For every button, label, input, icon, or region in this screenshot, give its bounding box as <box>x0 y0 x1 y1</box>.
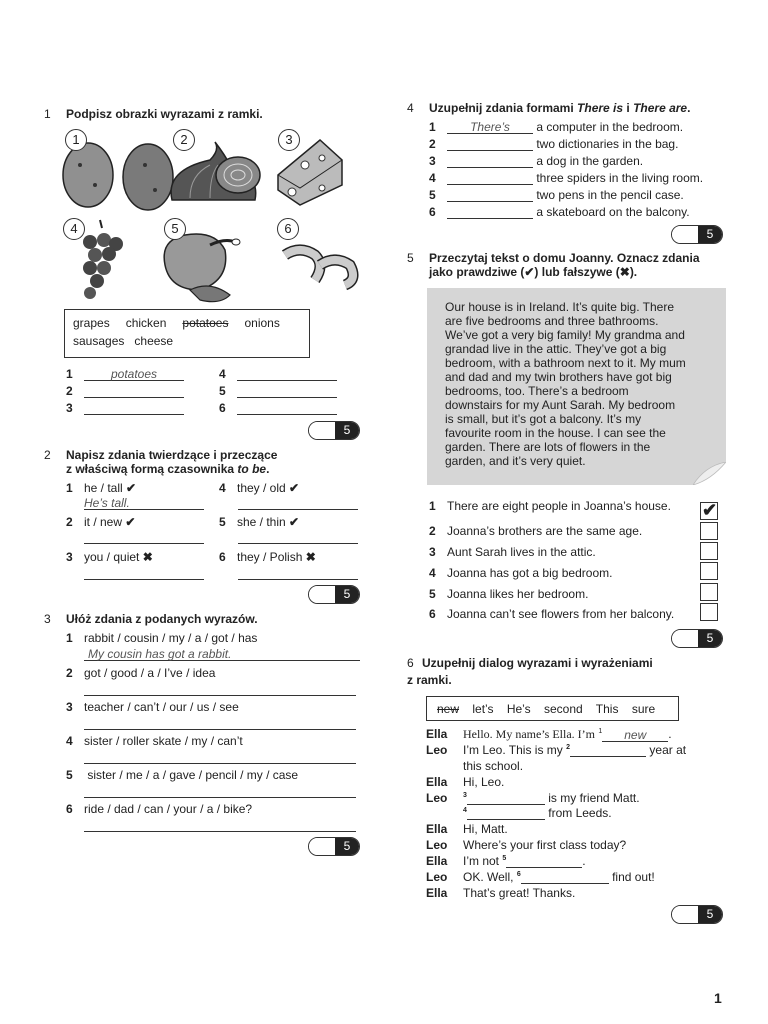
ex6-title-line2: z ramki. <box>407 673 452 687</box>
picture-number-3: 3 <box>278 129 300 151</box>
potatoes-picture <box>63 143 173 210</box>
ex1-item-1: 1 potatoes <box>66 367 184 381</box>
ex1-title: Podpisz obrazki wyrazami z ramki. <box>66 107 263 121</box>
ex3-answer-2[interactable] <box>84 682 356 696</box>
ex5-statement-6: 6 Joanna can’t see flowers from her balcony. <box>429 607 675 621</box>
word-grapes: grapes <box>73 316 110 330</box>
ex4-answer-1[interactable]: There’s <box>447 120 533 134</box>
dialog-line-6: $^4$ from Leeds. <box>463 806 612 820</box>
ex5-statement-2: 2 Joanna’s brothers are the same age. <box>429 524 643 538</box>
ex6-answer-1[interactable]: new <box>602 728 668 742</box>
ex5-reading-text: Our house is in Ireland. It’s quite big. There are five bedrooms and three bathrooms. We’ve got a very big family! My grandma and grandad live in the attic. They’ve got a big bedroom, with a bathroom next to it. My mum and dad and my twin brothers have got big bedrooms, too. There’s a bedroom downstairs for my Aunt Sarah. My bedroom is small, but it’s got a balcony. It’s my favourite room in the house. I can see the garden. There are lots of flowers in the garden, and it’s very quiet. <box>445 300 686 468</box>
ex6-score-box: 5 <box>671 905 723 924</box>
page-curl-decoration <box>693 462 726 485</box>
ex3-item-1: 1 rabbit / cousin / my / a / got / has <box>66 631 258 645</box>
ex5-checkbox-2[interactable] <box>700 522 718 540</box>
ex6-word-box <box>426 696 679 721</box>
ex3-title: Ułóż zdania z podanych wyrazów. <box>66 612 258 626</box>
ex3-answer-6[interactable] <box>84 818 356 832</box>
ex2-answer-3-row <box>84 566 204 580</box>
ex3-item-5: 5 sister / me / a / gave / pencil / my / case <box>66 768 299 782</box>
ex3-score-box: 5 <box>308 837 360 856</box>
ex6-answer-5[interactable] <box>506 854 582 868</box>
word-new: new <box>437 702 460 716</box>
ex1-score-box: 5 <box>308 421 360 440</box>
ex2-answer-3[interactable] <box>84 566 204 580</box>
ex1-item-3: 3 <box>66 401 184 415</box>
ex1-answer-3[interactable] <box>84 401 184 415</box>
picture-number-1: 1 <box>65 129 87 151</box>
word-onions: onions <box>244 316 280 330</box>
ex3-answer-1[interactable]: My cousin has got a rabbit. <box>84 647 360 661</box>
ex2-answer-6[interactable] <box>238 566 358 580</box>
ex4-item-6: 6 a skateboard on the balcony. <box>429 205 690 219</box>
ex1-number: 1 <box>44 107 51 121</box>
sausages-picture <box>285 250 353 285</box>
ex2-answer-4-row <box>238 496 358 510</box>
dialog-line-5: Leo $^3$ is my friend Matt. <box>426 791 640 805</box>
ex5-statement-5: 5 Joanna likes her bedroom. <box>429 587 589 601</box>
ex2-number: 2 <box>44 448 51 462</box>
ex2-item-3: 3 you / quiet ✖ <box>66 550 153 564</box>
ex3-item-3: 3 teacher / can’t / our / us / see <box>66 700 239 714</box>
ex1-box-line2 <box>73 334 173 348</box>
ex2-item-4: 4 they / old ✔ <box>219 481 300 495</box>
word-chicken: chicken <box>125 316 167 330</box>
ex4-score-box: 5 <box>671 225 723 244</box>
word-lets: let’s <box>472 702 494 716</box>
ex1-item-2: 2 <box>66 384 184 398</box>
dialog-line-8: Leo Where’s your first class today? <box>426 838 627 852</box>
ex4-number: 4 <box>407 101 414 115</box>
picture-number-4: 4 <box>63 218 85 240</box>
ex2-item-1: 1 he / tall ✔ <box>66 481 137 495</box>
ex6-answer-2[interactable] <box>570 743 646 757</box>
dialog-line-3: this school. <box>463 759 524 773</box>
ex1-answer-2[interactable] <box>84 384 184 398</box>
picture-number-6: 6 <box>277 218 299 240</box>
ex2-answer-1[interactable]: He’s tall. <box>84 496 204 510</box>
word-potatoes: potatoes <box>182 316 229 330</box>
ex6-answer-4[interactable] <box>467 806 545 820</box>
dialog-line-7: Ella Hi, Matt. <box>426 822 508 836</box>
ex5-reading-text-box <box>427 288 726 485</box>
ex4-item-2: 2 two dictionaries in the bag. <box>429 137 679 151</box>
dialog-line-4: Ella Hi, Leo. <box>426 775 505 789</box>
ex6-answer-3[interactable] <box>467 791 545 805</box>
ex2-answer-5[interactable] <box>238 530 358 544</box>
ex2-answer-1-row <box>84 496 204 510</box>
ex6-answer-6[interactable] <box>521 870 609 884</box>
ex4-answer-2[interactable] <box>447 137 533 151</box>
ex6-number: 6 <box>407 656 414 670</box>
word-second: second <box>543 702 583 716</box>
ex1-answer-5[interactable] <box>237 384 337 398</box>
ex5-checkbox-6[interactable] <box>700 603 718 621</box>
ex1-answer-4[interactable] <box>237 367 337 381</box>
ex5-statement-3: 3 Aunt Sarah lives in the attic. <box>429 545 596 559</box>
ex3-answer-3[interactable] <box>84 716 356 730</box>
ex3-item-2: 2 got / good / a / I’ve / idea <box>66 666 216 680</box>
ex5-statement-1: 1 There are eight people in Joanna’s house. <box>429 499 671 513</box>
ex4-title: Uzupełnij zdania formami There is i There are. <box>429 101 691 115</box>
ex1-item-4: 4 <box>219 367 337 381</box>
ex5-checkbox-5[interactable] <box>700 583 718 601</box>
ex3-answer-1-row <box>84 647 360 661</box>
ex2-item-6: 6 they / Polish ✖ <box>219 550 316 564</box>
ex1-item-6: 6 <box>219 401 337 415</box>
ex3-answer-5-row <box>84 784 356 798</box>
ex1-answer-6[interactable] <box>237 401 337 415</box>
dialog-line-10: Leo OK. Well, $^6$ find out! <box>426 870 655 884</box>
ex3-answer-2-row <box>84 682 356 696</box>
ex5-number: 5 <box>407 251 414 265</box>
ex6-box-words <box>437 702 655 716</box>
ex3-answer-4-row <box>84 750 356 764</box>
ex5-checkbox-1[interactable] <box>700 502 718 520</box>
ex5-statement-4: 4 Joanna has got a big bedroom. <box>429 566 613 580</box>
word-cheese: cheese <box>134 334 174 348</box>
ex1-word-box <box>64 309 310 358</box>
ex3-answer-4[interactable] <box>84 750 356 764</box>
ex3-answer-5[interactable] <box>84 784 356 798</box>
ex5-title-line2: jako prawdziwe (✔) lub fałszywe (✖). <box>429 265 638 279</box>
ex2-item-2: 2 it / new ✔ <box>66 515 136 529</box>
ex5-checkbox-4[interactable] <box>700 562 718 580</box>
ex4-item-3: 3 a dog in the garden. <box>429 154 644 168</box>
ex4-answer-3[interactable] <box>447 154 533 168</box>
ex2-answer-6-row <box>238 566 358 580</box>
ex5-title-line1: Przeczytaj tekst o domu Joanny. Oznacz zdania <box>429 251 700 265</box>
ex6-title-line1: Uzupełnij dialog wyrazami i wyrażeniami <box>422 656 653 670</box>
ex2-title-line1: Napisz zdania twierdzące i przeczące <box>66 448 278 462</box>
ex2-answer-2-row <box>84 530 204 544</box>
word-hes: He’s <box>506 702 531 716</box>
ex3-number: 3 <box>44 612 51 626</box>
dialog-line-1: Ella Hello. My name’s Ella. I’m $^1$ new . <box>426 727 672 742</box>
ex1-answer-1[interactable]: potatoes <box>84 367 184 381</box>
grapes-picture <box>83 220 123 299</box>
picture-number-5: 5 <box>164 218 186 240</box>
ex1-box-line1 <box>73 316 280 330</box>
ex2-answer-4[interactable] <box>238 496 358 510</box>
ex3-answer-3-row <box>84 716 356 730</box>
ex3-item-4: 4 sister / roller skate / my / can’t <box>66 734 243 748</box>
ex2-score-box: 5 <box>308 585 360 604</box>
word-this: This <box>595 702 619 716</box>
ex2-item-5: 5 she / thin ✔ <box>219 515 300 529</box>
dialog-line-11: Ella That’s great! Thanks. <box>426 886 576 900</box>
page-number: 1 <box>714 990 722 1006</box>
dialog-line-9: Ella I’m not $^5$ . <box>426 854 586 868</box>
ex1-item-5: 5 <box>219 384 337 398</box>
word-sausages: sausages <box>73 334 125 348</box>
ex4-answer-6[interactable] <box>447 205 533 219</box>
ex2-answer-2[interactable] <box>84 530 204 544</box>
ex4-item-1: 1 There’s a computer in the bedroom. <box>429 120 684 134</box>
ex5-score-box: 5 <box>671 629 723 648</box>
ex1-pictures <box>60 130 365 305</box>
ex3-answer-6-row <box>84 818 356 832</box>
check-mark-icon: ✔ <box>702 500 718 520</box>
dialog-line-2: Leo I’m Leo. This is my $^2$ year at <box>426 743 687 757</box>
ex4-answer-4[interactable] <box>447 171 533 185</box>
ex4-item-4: 4 three spiders in the living room. <box>429 171 704 185</box>
chicken-picture <box>164 234 240 302</box>
ex4-item-5: 5 two pens in the pencil case. <box>429 188 684 202</box>
word-sure: sure <box>631 702 656 716</box>
picture-number-2: 2 <box>173 129 195 151</box>
ex4-answer-5[interactable] <box>447 188 533 202</box>
ex5-checkbox-3[interactable] <box>700 542 718 560</box>
ex3-item-6: 6 ride / dad / can / your / a / bike? <box>66 802 253 816</box>
ex2-answer-5-row <box>238 530 358 544</box>
ex2-title-line2: z właściwą formą czasownika to be. <box>66 462 270 476</box>
